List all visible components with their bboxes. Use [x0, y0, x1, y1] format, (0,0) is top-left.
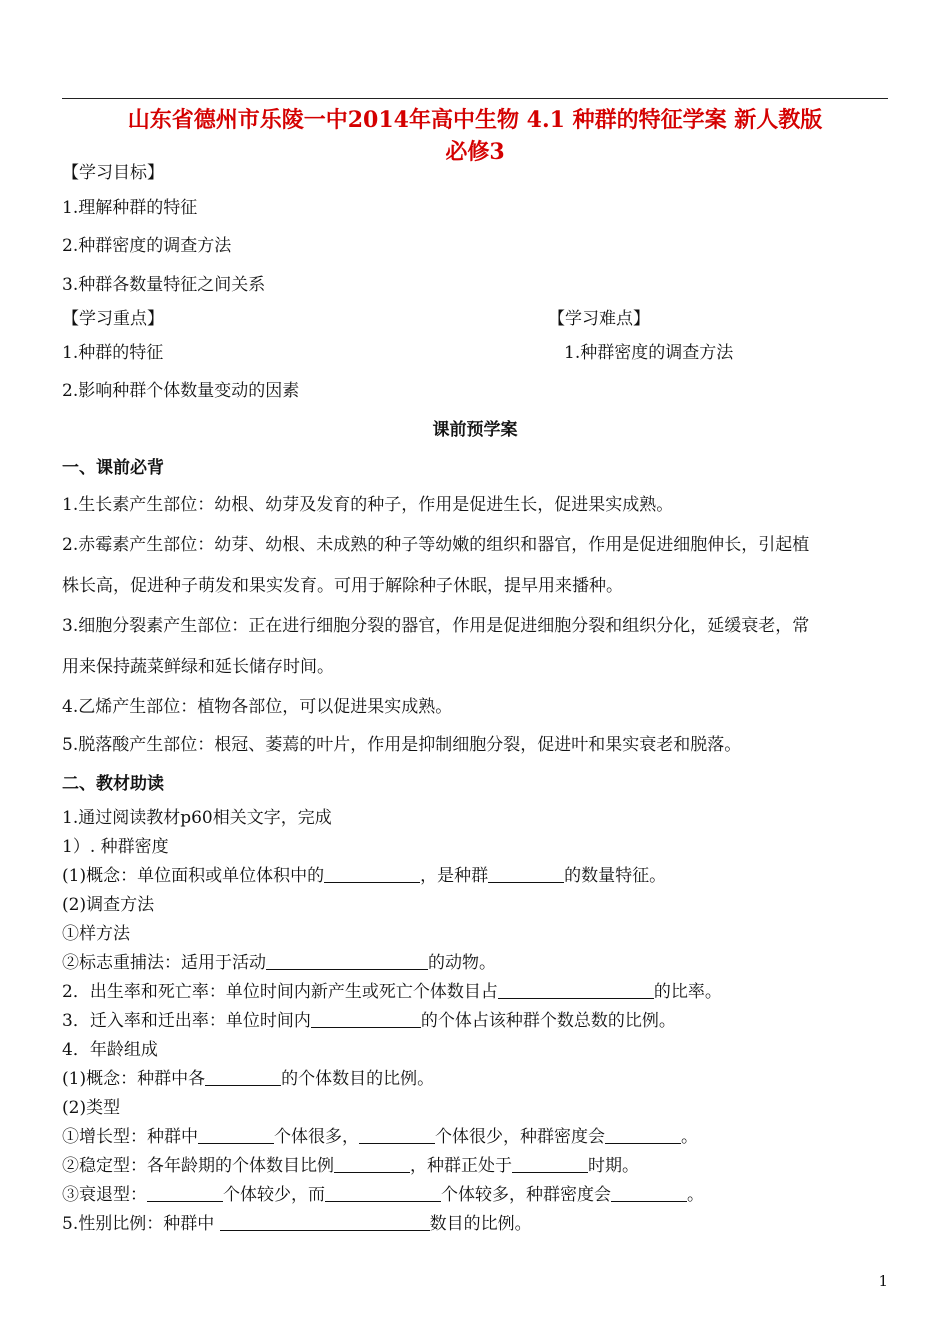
- part2-line-with-blanks: ③衰退型： 个体较少，而 个体较多，种群密度会 。: [62, 1185, 704, 1205]
- part2-line-with-blanks: ②标志重捕法：适用于活动 的动物。: [62, 953, 496, 973]
- part2-line-with-blanks: (1)概念：单位面积或单位体积中的 ，是种群 的数量特征。: [62, 866, 667, 886]
- part2-line: 1.通过阅读教材p60相关文字，完成: [62, 808, 332, 828]
- objective-item: 3.种群各数量特征之间关系: [62, 275, 266, 295]
- part2-line: 1）. 种群密度: [62, 837, 169, 857]
- part2-heading: 二、教材助读: [62, 774, 164, 794]
- difficult-points-heading: 【学习难点】: [548, 309, 650, 329]
- fill-blank: [266, 953, 428, 970]
- part1-paragraph: 3.细胞分裂素产生部位：正在进行细胞分裂的器官，作用是促进细胞分裂和组织分化，延缓衰老，常: [62, 616, 810, 636]
- part2-line-with-blanks: ①增长型：种群中 个体很多， 个体很少，种群密度会 。: [62, 1127, 698, 1147]
- fill-blank: [205, 1069, 281, 1086]
- document-title-line1: 山东省德州市乐陵一中2014年高中生物 4.1 种群的特征学案 新人教版: [127, 107, 823, 133]
- part2-line: ①样方法: [62, 924, 130, 944]
- document-title-line2: 必修3: [445, 139, 505, 165]
- section-title: 课前预学案: [432, 420, 518, 440]
- key-point-item: 2.影响种群个体数量变动的因素: [62, 381, 300, 401]
- objective-item: 1.理解种群的特征: [62, 198, 198, 218]
- fill-blank: [198, 1127, 274, 1144]
- part2-line-with-blanks: ②稳定型：各年龄期的个体数目比例 ，种群正处于 时期。: [62, 1156, 639, 1176]
- part2-line: (2)调查方法: [62, 895, 155, 915]
- part1-paragraph-cont: 株长高，促进种子萌发和果实发育。可用于解除种子休眠，提早用来播种。: [62, 576, 623, 596]
- part2-line-with-blanks: 5.性别比例：种群中 数目的比例。: [62, 1214, 532, 1234]
- fill-blank: [147, 1185, 223, 1202]
- part1-paragraph-cont: 用来保持蔬菜鲜绿和延长储存时间。: [62, 657, 334, 677]
- key-points-heading: 【学习重点】: [62, 309, 164, 329]
- part1-paragraph: 4.乙烯产生部位：植物各部位，可以促进果实成熟。: [62, 697, 453, 717]
- fill-blank: [220, 1214, 430, 1231]
- fill-blank: [605, 1127, 681, 1144]
- key-point-item: 1.种群的特征: [62, 343, 164, 363]
- part1-paragraph: 1.生长素产生部位：幼根、幼芽及发育的种子，作用是促进生长，促进果实成熟。: [62, 495, 674, 515]
- page-number: 1: [878, 1272, 888, 1290]
- fill-blank: [498, 982, 654, 999]
- objective-item: 2.种群密度的调查方法: [62, 236, 232, 256]
- header-rule: [62, 98, 888, 99]
- part2-line: 4．年龄组成: [62, 1040, 158, 1060]
- part1-paragraph: 2.赤霉素产生部位：幼芽、幼根、未成熟的种子等幼嫩的组织和器官，作用是促进细胞伸长，引起植: [62, 535, 810, 555]
- fill-blank: [334, 1156, 410, 1173]
- part2-line-with-blanks: 3．迁入率和迁出率：单位时间内 的个体占该种群个数总数的比例。: [62, 1011, 676, 1031]
- fill-blank: [311, 1011, 421, 1028]
- fill-blank: [488, 866, 564, 883]
- fill-blank: [611, 1185, 687, 1202]
- fill-blank: [325, 1185, 441, 1202]
- part1-heading: 一、课前必背: [62, 458, 164, 478]
- part2-line-with-blanks: (1)概念：种群中各 的个体数目的比例。: [62, 1069, 435, 1089]
- fill-blank: [359, 1127, 435, 1144]
- part2-line-with-blanks: 2．出生率和死亡率：单位时间内新产生或死亡个体数目占 的比率。: [62, 982, 722, 1002]
- fill-blank: [512, 1156, 588, 1173]
- part2-line: (2)类型: [62, 1098, 121, 1118]
- difficult-point-item: 1.种群密度的调查方法: [564, 343, 734, 363]
- part1-paragraph: 5.脱落酸产生部位：根冠、萎蔫的叶片，作用是抑制细胞分裂，促进叶和果实衰老和脱落。: [62, 735, 742, 755]
- objectives-heading: 【学习目标】: [62, 163, 164, 183]
- fill-blank: [324, 866, 420, 883]
